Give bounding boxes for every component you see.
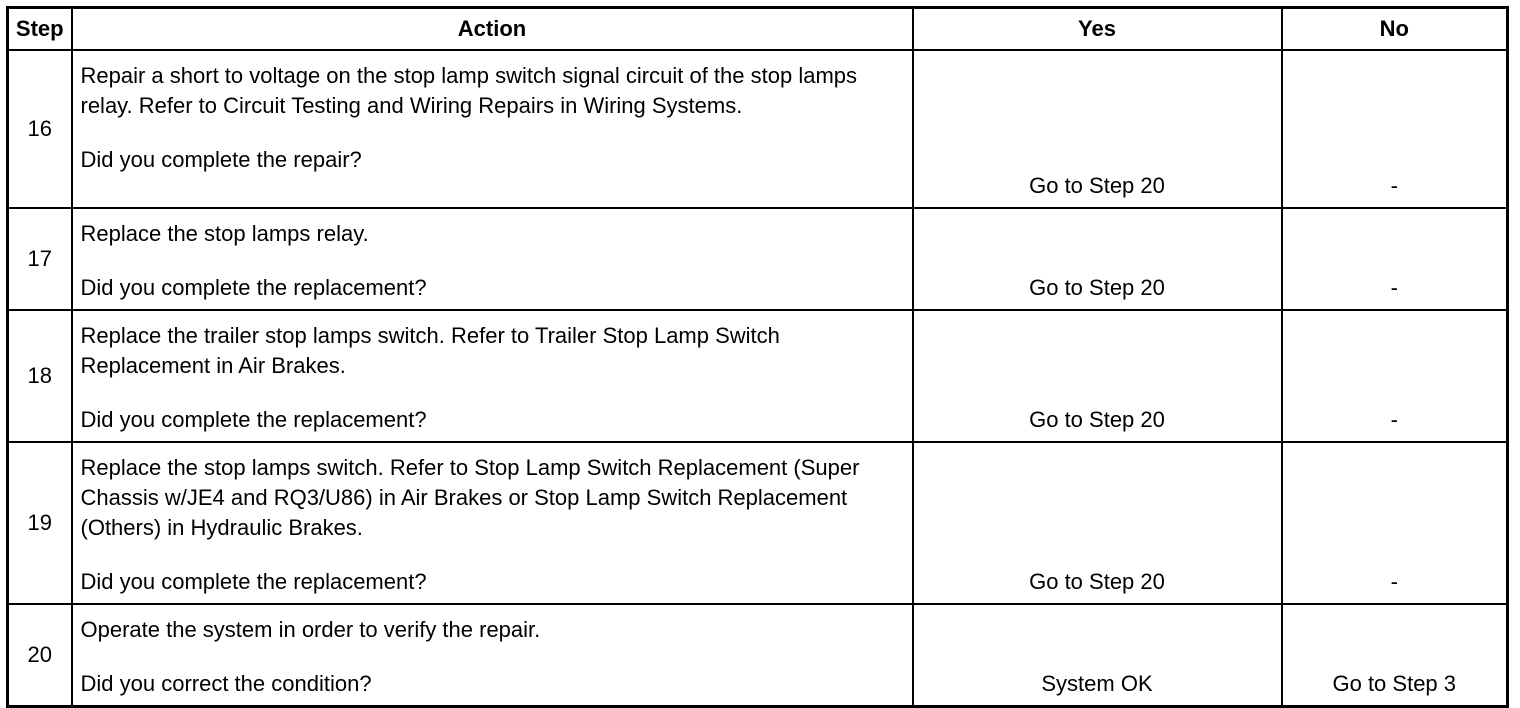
step-number: 19: [8, 442, 72, 604]
table-row: [8, 50, 1508, 208]
action-instruction: Replace the stop lamps switch. Refer to Stop Lamp Switch Replacement (Super Chassis w/JE4 and RQ3/U86) in Air Brakes or Stop Lamp Switch Replacement (Others) in Hydraulic Brakes.: [80, 454, 860, 540]
step-number: 18: [8, 310, 72, 442]
action-cell: [72, 442, 913, 604]
step-number: 16: [8, 50, 72, 208]
header-yes: Yes: [913, 8, 1282, 50]
action-cell: [72, 310, 913, 442]
table-row: [8, 208, 1508, 310]
header-step: Step: [8, 8, 72, 50]
table-row: [8, 310, 1508, 442]
action-question: Did you complete the replacement?: [80, 406, 427, 432]
action-instruction: Operate the system in order to verify the repair.: [80, 616, 541, 642]
action-instruction: Repair a short to voltage on the stop lamp switch signal circuit of the stop lamps relay. Refer to Circuit Testing and Wiring Repairs in Wiring Systems.: [80, 62, 857, 118]
action-question: Did you complete the replacement?: [80, 568, 427, 594]
diagnostic-table: [6, 6, 1509, 708]
yes-result: Go to Step 20: [913, 442, 1282, 604]
yes-result: System OK: [913, 604, 1282, 707]
header-row: [8, 8, 1508, 50]
no-result: -: [1282, 50, 1508, 208]
table-row: [8, 604, 1508, 707]
step-number: 20: [8, 604, 72, 707]
action-cell: [72, 208, 913, 310]
no-result: -: [1282, 442, 1508, 604]
yes-result: Go to Step 20: [913, 208, 1282, 310]
action-instruction: Replace the trailer stop lamps switch. Refer to Trailer Stop Lamp Switch Replacement in Air Brakes.: [80, 322, 780, 378]
yes-result: Go to Step 20: [913, 50, 1282, 208]
yes-result: Go to Step 20: [913, 310, 1282, 442]
table-row: [8, 442, 1508, 604]
action-question: Did you complete the repair?: [80, 146, 362, 172]
action-cell: [72, 604, 913, 707]
no-result: -: [1282, 310, 1508, 442]
action-instruction: Replace the stop lamps relay.: [80, 220, 369, 246]
no-result: -: [1282, 208, 1508, 310]
no-result: Go to Step 3: [1282, 604, 1508, 707]
header-no: No: [1282, 8, 1508, 50]
step-number: 17: [8, 208, 72, 310]
header-action: Action: [72, 8, 913, 50]
action-question: Did you complete the replacement?: [80, 274, 427, 300]
action-question: Did you correct the condition?: [80, 670, 372, 696]
action-cell: [72, 50, 913, 208]
